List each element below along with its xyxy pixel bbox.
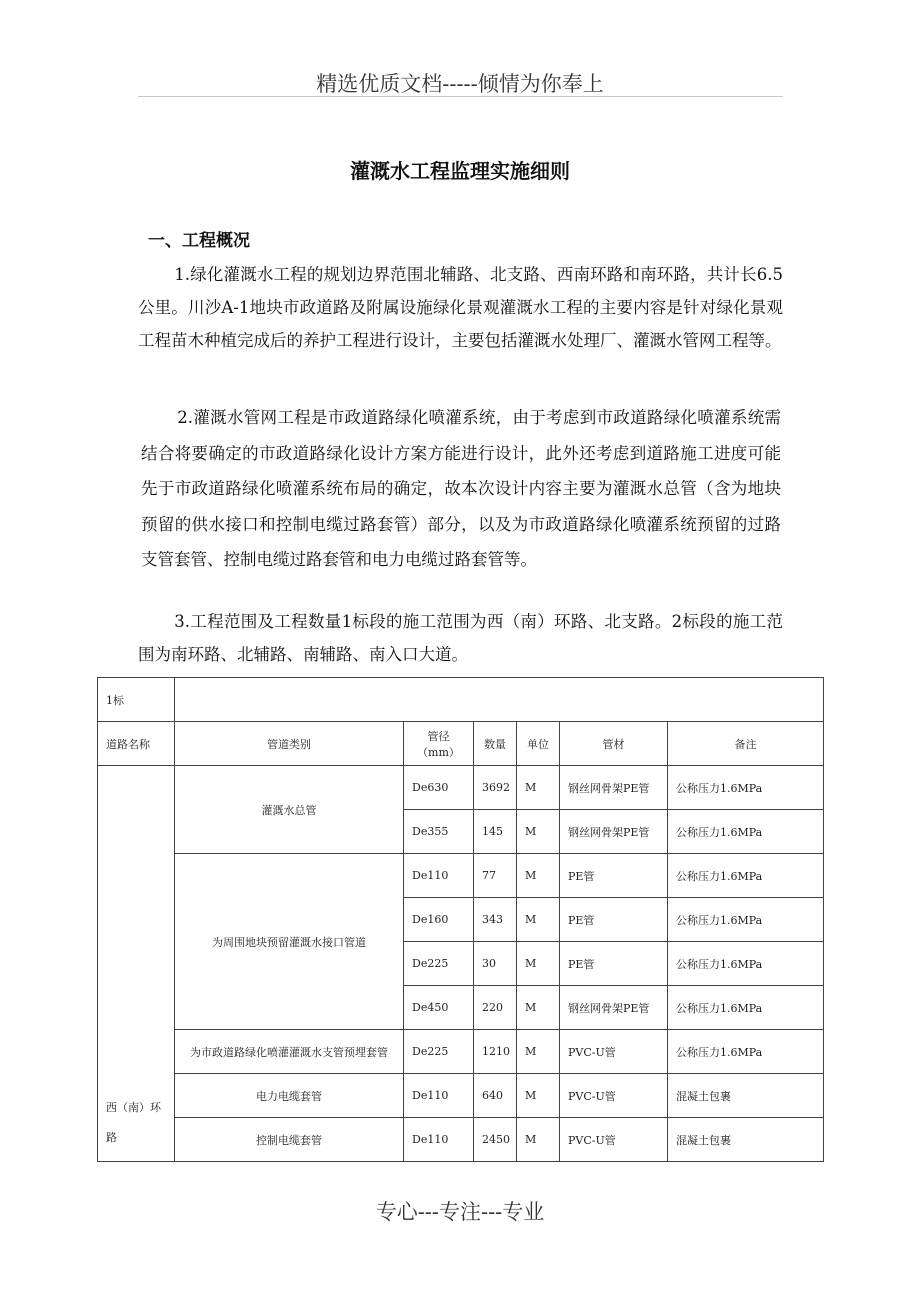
note-cell: 公称压力1.6MPa bbox=[668, 1030, 824, 1074]
header-road-name: 道路名称 bbox=[98, 722, 175, 766]
material-cell: 钢丝网骨架PE管 bbox=[560, 986, 668, 1030]
pipe-quantity-table bbox=[97, 677, 824, 1162]
diameter-cell: De160 bbox=[404, 898, 474, 942]
header-pipe-diameter: 管径（mm） bbox=[404, 722, 474, 766]
material-cell: 钢丝网骨架PE管 bbox=[560, 810, 668, 854]
unit-cell: M bbox=[517, 810, 560, 854]
note-cell: 混凝土包裹 bbox=[668, 1074, 824, 1118]
category-cell: 灌溉水总管 bbox=[175, 766, 404, 854]
header-material: 管材 bbox=[560, 722, 668, 766]
unit-cell: M bbox=[517, 898, 560, 942]
unit-cell: M bbox=[517, 1030, 560, 1074]
note-cell: 公称压力1.6MPa bbox=[668, 898, 824, 942]
table-row bbox=[98, 854, 824, 898]
table-row bbox=[98, 1030, 824, 1074]
material-cell: 钢丝网骨架PE管 bbox=[560, 766, 668, 810]
unit-cell: M bbox=[517, 1074, 560, 1118]
category-cell: 电力电缆套管 bbox=[175, 1074, 404, 1118]
quantity-cell: 220 bbox=[474, 986, 517, 1030]
note-cell: 公称压力1.6MPa bbox=[668, 766, 824, 810]
unit-cell: M bbox=[517, 986, 560, 1030]
page-footer: 专心---专注---专业 bbox=[375, 1200, 545, 1224]
page-header: 精选优质文档-----倾情为你奉上 bbox=[316, 72, 604, 96]
header-quantity: 数量 bbox=[474, 722, 517, 766]
table-header-row bbox=[98, 722, 824, 766]
note-cell: 公称压力1.6MPa bbox=[668, 942, 824, 986]
quantity-cell: 640 bbox=[474, 1074, 517, 1118]
paragraph-3: 3.工程范围及工程数量1标段的施工范围为西（南）环路、北支路。2标段的施工范围为南环路、北辅路、南辅路、南入口大道。 bbox=[138, 612, 783, 664]
quantity-cell: 343 bbox=[474, 898, 517, 942]
note-cell: 公称压力1.6MPa bbox=[668, 854, 824, 898]
section-heading: 一、工程概况 bbox=[148, 231, 250, 251]
quantity-cell: 77 bbox=[474, 854, 517, 898]
unit-cell: M bbox=[517, 766, 560, 810]
note-cell: 公称压力1.6MPa bbox=[668, 810, 824, 854]
header-pipe-category: 管道类别 bbox=[175, 722, 404, 766]
table-row bbox=[98, 1118, 824, 1162]
unit-cell: M bbox=[517, 942, 560, 986]
table-row bbox=[98, 766, 824, 810]
diameter-cell: De110 bbox=[404, 1074, 474, 1118]
document-title: 灌溉水工程监理实施细则 bbox=[350, 159, 570, 183]
material-cell: PVC-U管 bbox=[560, 1074, 668, 1118]
category-cell: 为市政道路绿化喷灌灌溉水支管预埋套管 bbox=[175, 1030, 404, 1074]
diameter-cell: De630 bbox=[404, 766, 474, 810]
unit-cell: M bbox=[517, 1118, 560, 1162]
material-cell: PVC-U管 bbox=[560, 1118, 668, 1162]
quantity-cell: 1210 bbox=[474, 1030, 517, 1074]
diameter-cell: De355 bbox=[404, 810, 474, 854]
diameter-cell: De225 bbox=[404, 942, 474, 986]
material-cell: PE管 bbox=[560, 942, 668, 986]
header-unit: 单位 bbox=[517, 722, 560, 766]
paragraph-2: 2.灌溉水管网工程是市政道路绿化喷灌系统，由于考虑到市政道路绿化喷灌系统需结合将要确定的市政道路绿化设计方案方能进行设计，此外还考虑到道路施工进度可能先于市政道路绿化喷灌系统布局的确定，故本次设计内容主要为灌溉水总管（含为地块预留的供水接口和控制电缆过路套管）部分，以及为市政道路绿化喷灌系统预留的过路支管套管、控制电缆过路套管和电力电缆过路套管等。 bbox=[141, 408, 781, 569]
material-cell: PE管 bbox=[560, 898, 668, 942]
diameter-cell: De450 bbox=[404, 986, 474, 1030]
diameter-cell: De225 bbox=[404, 1030, 474, 1074]
table-section-row bbox=[98, 678, 824, 722]
unit-cell: M bbox=[517, 854, 560, 898]
section-label-cell: 1标 bbox=[98, 678, 175, 722]
quantity-cell: 30 bbox=[474, 942, 517, 986]
material-cell: PE管 bbox=[560, 854, 668, 898]
note-cell: 公称压力1.6MPa bbox=[668, 986, 824, 1030]
quantity-cell: 2450 bbox=[474, 1118, 517, 1162]
category-cell: 控制电缆套管 bbox=[175, 1118, 404, 1162]
header-note: 备注 bbox=[668, 722, 824, 766]
category-cell: 为周围地块预留灌溉水接口管道 bbox=[175, 854, 404, 1030]
diameter-cell: De110 bbox=[404, 854, 474, 898]
section-empty-cell bbox=[175, 678, 824, 722]
quantity-cell: 145 bbox=[474, 810, 517, 854]
table-row bbox=[98, 1074, 824, 1118]
material-cell: PVC-U管 bbox=[560, 1030, 668, 1074]
paragraph-1: 1.绿化灌溉水工程的规划边界范围北辅路、北支路、西南环路和南环路，共计长6.5公里。川沙A-1地块市政道路及附属设施绿化景观灌溉水工程的主要内容是针对绿化景观工程苗木种植完成后的养护工程进行设计，主要包括灌溉水处理厂、灌溉水管网工程等。 bbox=[138, 265, 783, 350]
quantity-cell: 3692 bbox=[474, 766, 517, 810]
note-cell: 混凝土包裹 bbox=[668, 1118, 824, 1162]
diameter-cell: De110 bbox=[404, 1118, 474, 1162]
header-divider bbox=[138, 96, 783, 97]
road-name-cell: 西（南）环路 bbox=[98, 766, 175, 1162]
